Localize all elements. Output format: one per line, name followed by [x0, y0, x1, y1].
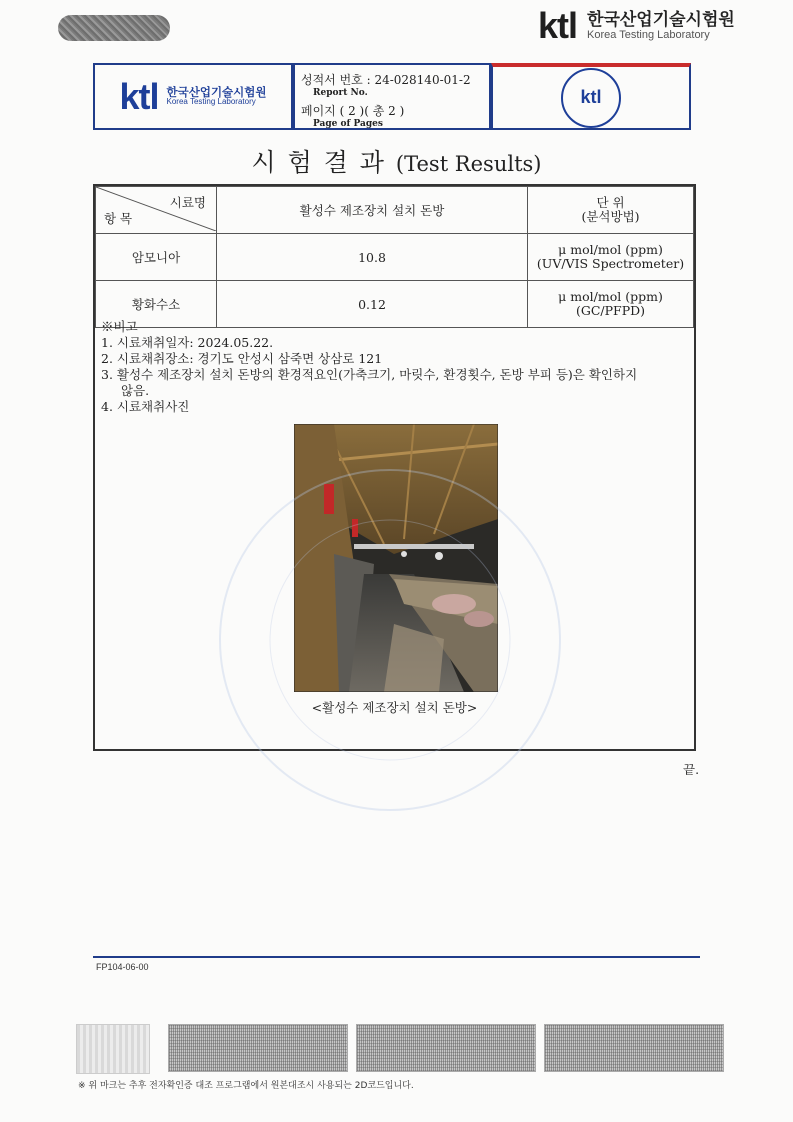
ktl-logo-text: ktl [538, 5, 578, 46]
header-brand-kr: 한국산업기술시험원 [166, 84, 267, 99]
page-number-en: Page of Pages [313, 119, 383, 129]
row-unit: μ mol/mol (ppm) [558, 288, 663, 304]
2d-code-strip [76, 1024, 726, 1074]
form-code: FP104-06-00 [96, 962, 149, 972]
2d-code-square [76, 1024, 150, 1074]
title-kr: 시 험 결 과 [251, 148, 386, 177]
footer-rule [93, 956, 700, 958]
row-item: 황화수소 [96, 281, 217, 328]
row-item: 암모니아 [96, 234, 217, 281]
header-unit: 단 위 [596, 194, 625, 210]
note-item: 3. 활성수 제조장치 설치 돈방의 환경적요인(가축크기, 마릿수, 환경횟수, 돈방 부피 등)은 확인하지 [101, 367, 638, 382]
report-number: 성적서 번호 : 24-028140-01-2 [301, 73, 471, 87]
brand-name-en: Korea Testing Laboratory [587, 29, 710, 42]
top-brand-logo [538, 5, 735, 46]
note-item: 4. 시료채취사진 [101, 399, 190, 414]
header-logo-cell [93, 63, 293, 130]
report-number-en: Report No. [313, 88, 368, 98]
note-item-continuation: 않음. [121, 383, 150, 398]
scan-mark [58, 15, 170, 41]
row-method: (GC/PFPD) [575, 303, 646, 318]
diagonal-header-cell [96, 187, 217, 234]
row-value: 0.12 [217, 281, 528, 328]
notes-heading: ※비고 [101, 319, 138, 334]
table-row [96, 234, 694, 281]
header-method: (분석방법) [581, 209, 640, 224]
row-unit: μ mol/mol (ppm) [558, 241, 663, 257]
row-method: (UV/VIS Spectrometer) [536, 256, 685, 271]
header-sample: 활성수 제조장치 설치 돈방 [217, 187, 528, 234]
header-unit-cell [528, 187, 694, 234]
header-ktl-logo: ktl [119, 75, 159, 117]
seal-logo: ktl [580, 87, 602, 107]
end-mark: 끝. [683, 762, 700, 777]
2d-code-block [544, 1024, 724, 1072]
watermark-seal [210, 460, 570, 820]
seal-stamp [561, 68, 621, 128]
photo-caption: <활성수 제조장치 설치 돈방> [311, 700, 478, 715]
2d-code-block [356, 1024, 536, 1072]
header-sample-name: 시료명 [169, 195, 206, 210]
table-header-row [96, 187, 694, 234]
2d-code-block [168, 1024, 348, 1072]
note-item: 2. 시료채취장소: 경기도 안성시 삼죽면 상삼로 121 [101, 351, 383, 366]
report-header [93, 63, 698, 130]
page-title [0, 143, 793, 179]
seal-cell [491, 63, 691, 130]
header-item: 항 목 [104, 211, 133, 226]
row-unit-cell [528, 234, 694, 281]
page-number: 페이지 ( 2 )( 총 2 ) [301, 104, 405, 118]
title-en: (Test Results) [395, 152, 542, 176]
results-table [95, 186, 694, 328]
brand-name-kr: 한국산업기술시험원 [587, 9, 735, 30]
header-brand-en: Korea Testing Laboratory [166, 97, 256, 107]
notes-section [101, 319, 637, 415]
note-item: 1. 시료채취일자: 2024.05.22. [101, 335, 274, 350]
footnote: ※ 위 마크는 추후 전자확인증 대조 프로그램에서 원본대조시 사용되는 2D코드입니다. [78, 1081, 414, 1091]
row-value: 10.8 [217, 234, 528, 281]
report-info-cell [293, 63, 491, 130]
